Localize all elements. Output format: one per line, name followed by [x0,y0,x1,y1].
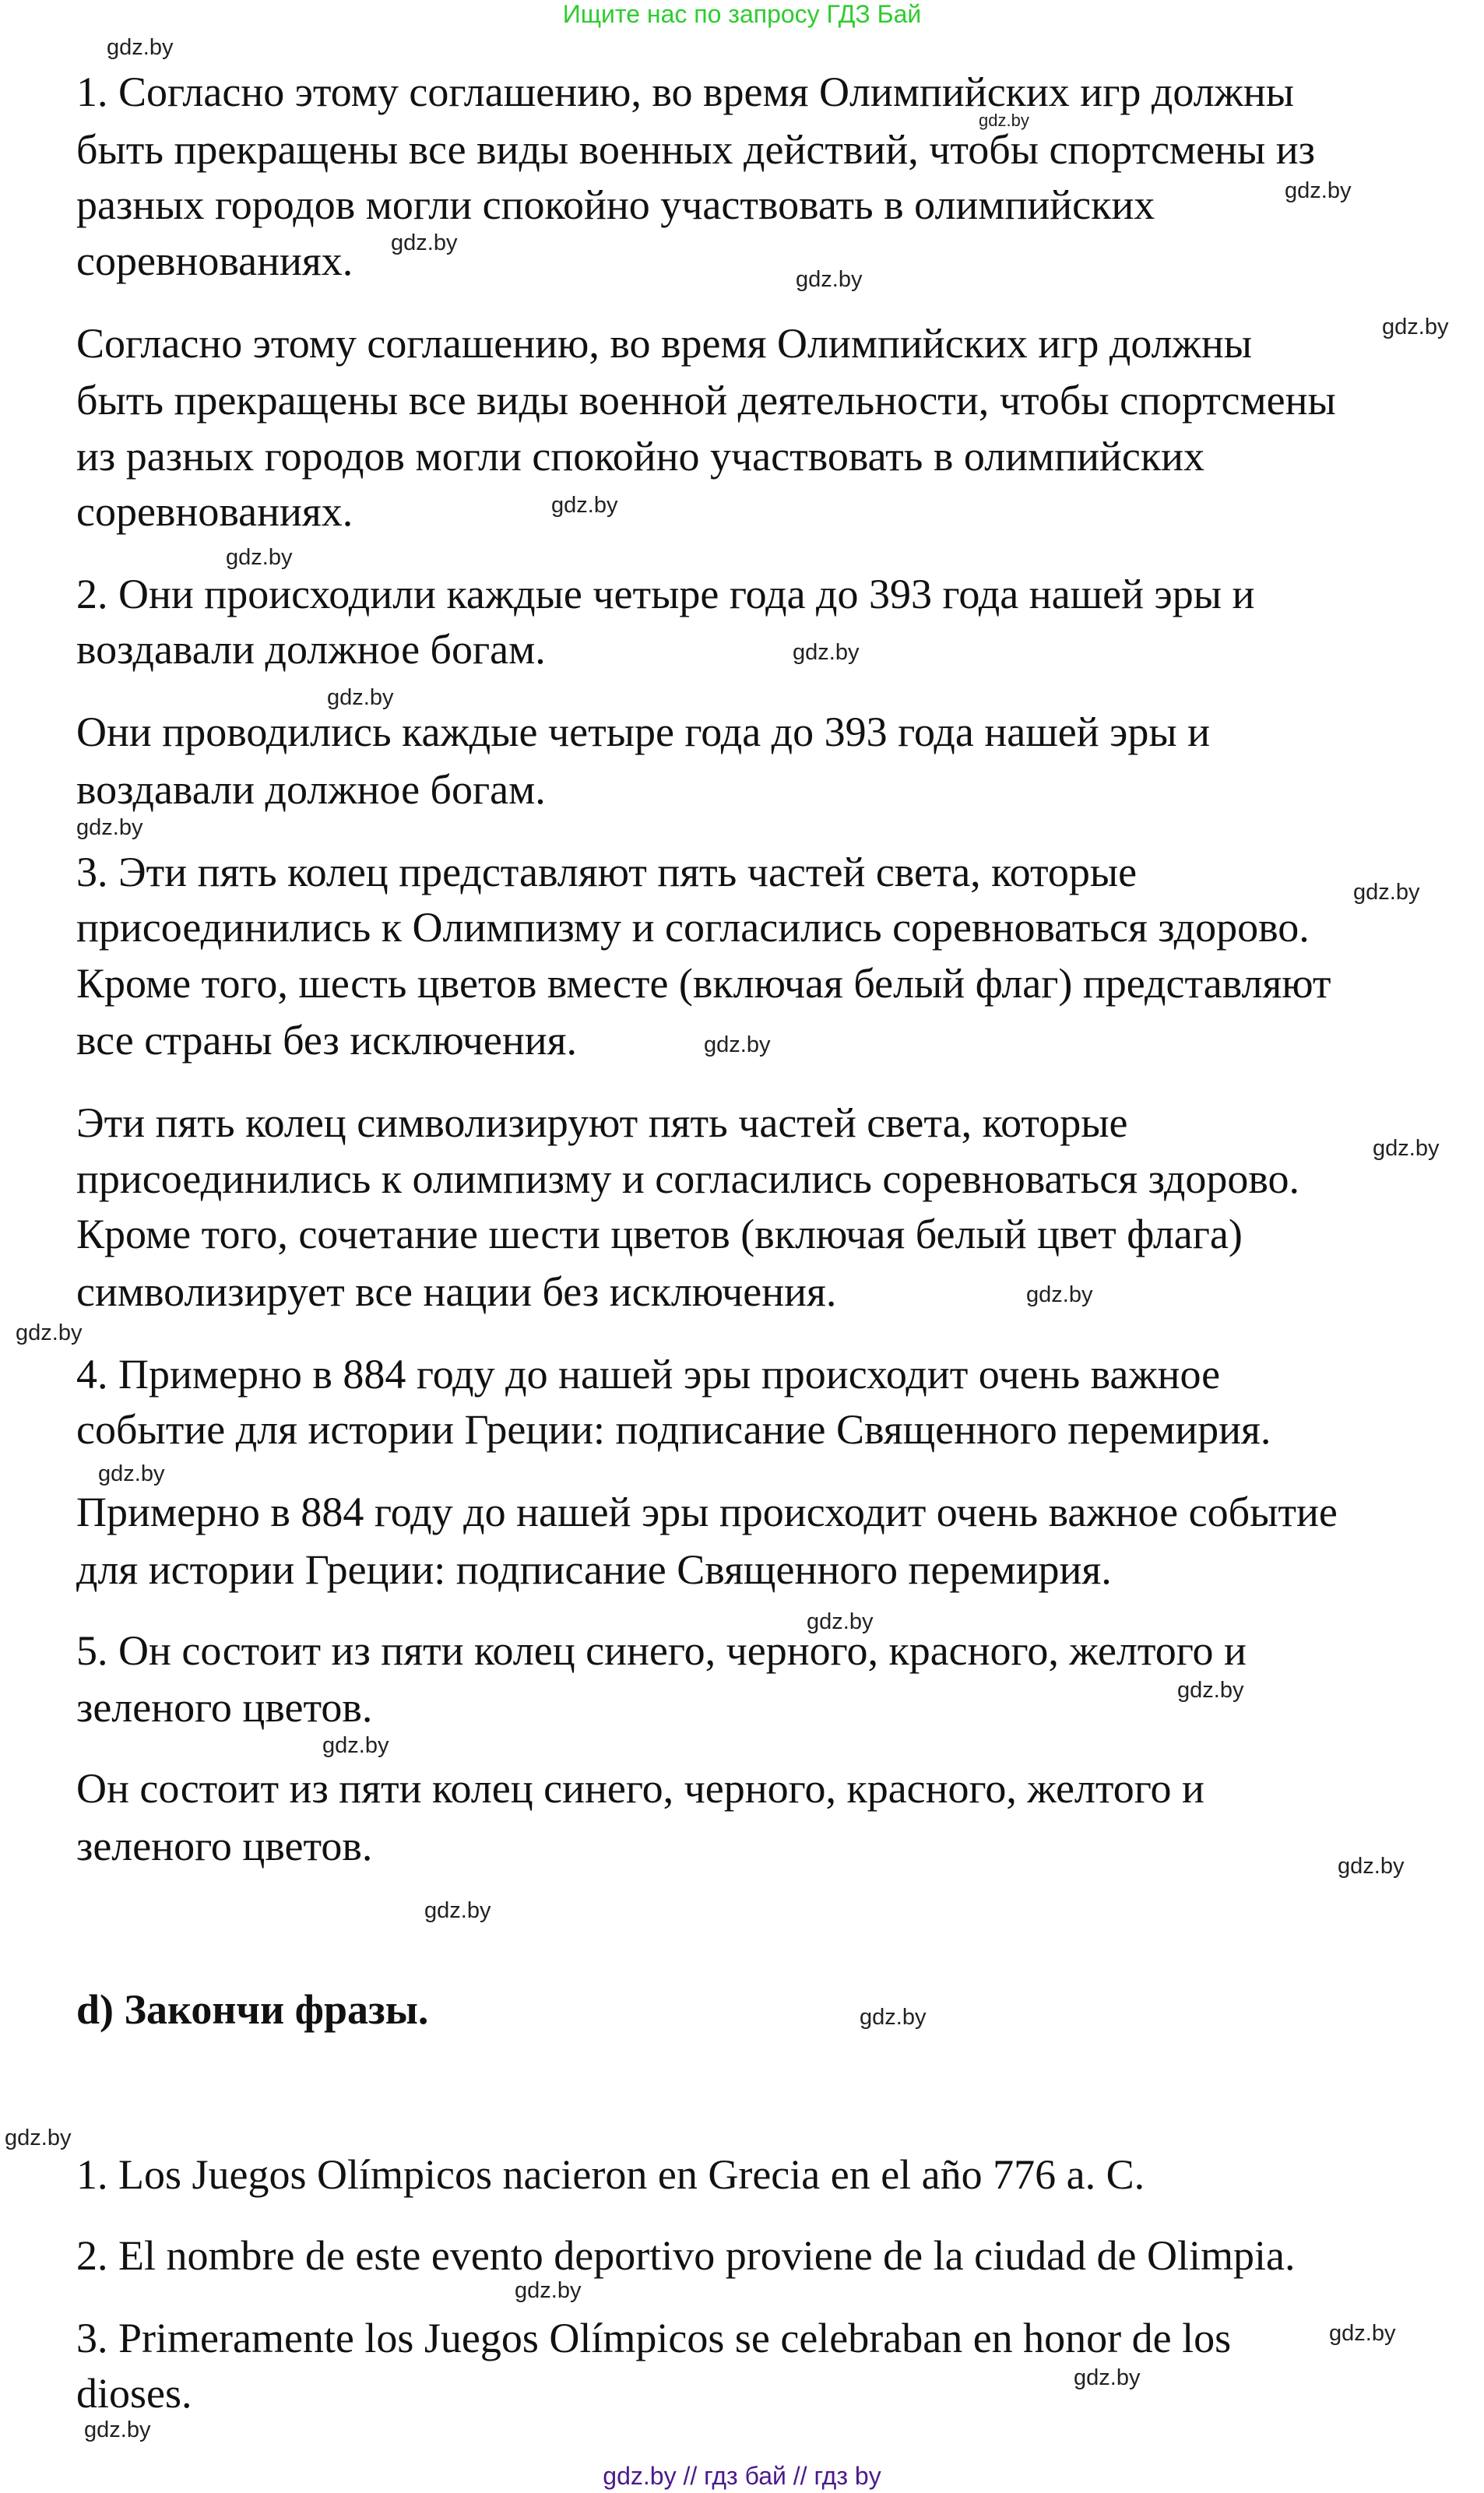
watermark-text: gdz.by [16,1320,83,1345]
watermark-text: gdz.by [1074,2365,1141,2390]
text-line: присоединились к Олимпизму и согласились соревноваться здорово. [76,904,1310,951]
text-line: разных городов могли спокойно участвовать в олимпийских [76,181,1155,228]
watermark-text: gdz.by [704,1032,771,1057]
text-line: символизирует все нации без исключения. [76,1268,837,1315]
text-line: зеленого цветов. [76,1823,373,1869]
watermark-text: gdz.by [796,267,863,292]
text-line: Кроме того, шесть цветов вместе (включая белый флаг) представляют [76,960,1331,1007]
text-line: быть прекращены все виды военных действий, чтобы спортсмены из [76,126,1315,173]
watermark-text: gdz.by [1373,1136,1440,1161]
text-line: 2. El nombre de este evento deportivo proviene de la ciudad de Olimpia. [76,2232,1296,2279]
watermark-text: gdz.by [98,1461,165,1486]
watermark-text: gdz.by [515,2278,582,2303]
text-line: соревнованиях. [76,237,353,284]
watermark-text: gdz.by [391,230,458,255]
text-line: 4. Примерно в 884 году до нашей эры происходит очень важное [76,1351,1221,1398]
watermark-text: gdz.by [1026,1282,1093,1307]
watermark-text: gdz.by [1382,315,1449,339]
text-line: воздавали должное богам. [76,626,546,673]
search-banner[interactable]: Ищите нас по запросу ГДЗ Бай [562,0,922,28]
text-line: Согласно этому соглашению, во время Олимпийских игр должны [76,320,1253,367]
text-line: 3. Эти пять колец представляют пять частей света, которые [76,849,1138,895]
text-line: зеленого цветов. [76,1684,373,1731]
watermark-text: gdz.by [424,1898,491,1923]
watermark-text: gdz.by [979,111,1029,130]
text-line: присоединились к олимпизму и согласились соревноваться здорово. [76,1155,1300,1202]
watermark-text: gdz.by [1338,1854,1405,1879]
watermark-text: gdz.by [807,1609,874,1634]
watermark-text: gdz.by [1329,2321,1396,2346]
watermark-text: gdz.by [84,2417,151,2442]
text-line: 2. Они происходили каждые четыре года до 393 года нашей эры и [76,571,1255,617]
watermark-text: gdz.by [860,2005,927,2030]
text-line: Кроме того, сочетание шести цветов (включая белый цвет флага) [76,1211,1243,1257]
text-line: 1. Los Juegos Olímpicos nacieron en Grecia en el año 776 a. C. [76,2151,1145,2198]
text-line: для истории Греции: подписание Священного перемирия. [76,1546,1112,1593]
text-line: соревнованиях. [76,488,353,535]
text-line: воздавали должное богам. [76,766,546,813]
watermark-text: gdz.by [5,2126,72,2150]
text-line: 3. Primeramente los Juegos Olímpicos se celebraban en honor de los [76,2315,1232,2361]
watermark-text: gdz.by [107,35,174,60]
watermark-text: gdz.by [793,640,860,665]
watermark-text: gdz.by [1285,178,1352,203]
footer-links[interactable]: gdz.by // гдз бай // гдз by [603,2462,881,2490]
text-line: dioses. [76,2370,192,2417]
text-line: Примерно в 884 году до нашей эры происходит очень важное событие [76,1489,1338,1535]
text-line: Он состоит из пяти колец синего, черного, красного, желтого и [76,1765,1204,1812]
text-line: 5. Он состоит из пяти колец синего, черного, красного, желтого и [76,1627,1247,1674]
text-line: все страны без исключения. [76,1017,577,1064]
watermark-text: gdz.by [1353,880,1420,905]
text-line: 1. Согласно этому соглашению, во время Олимпийских игр должны [76,69,1295,115]
watermark-text: gdz.by [226,545,293,570]
text-line: событие для истории Греции: подписание Священного перемирия. [76,1406,1271,1453]
text-line: Они проводились каждые четыре года до 393 года нашей эры и [76,709,1210,755]
text-line: быть прекращены все виды военной деятельности, чтобы спортсмены [76,377,1336,424]
text-line: из разных городов могли спокойно участвовать в олимпийских [76,433,1205,480]
watermark-text: gdz.by [76,815,143,840]
watermark-text: gdz.by [1177,1678,1244,1703]
watermark-text: gdz.by [322,1733,389,1758]
text-line: Эти пять колец символизируют пять частей света, которые [76,1099,1128,1146]
section-heading: d) Закончи фразы. [76,1986,429,2033]
watermark-text: gdz.by [551,493,618,518]
watermark-text: gdz.by [327,685,394,710]
